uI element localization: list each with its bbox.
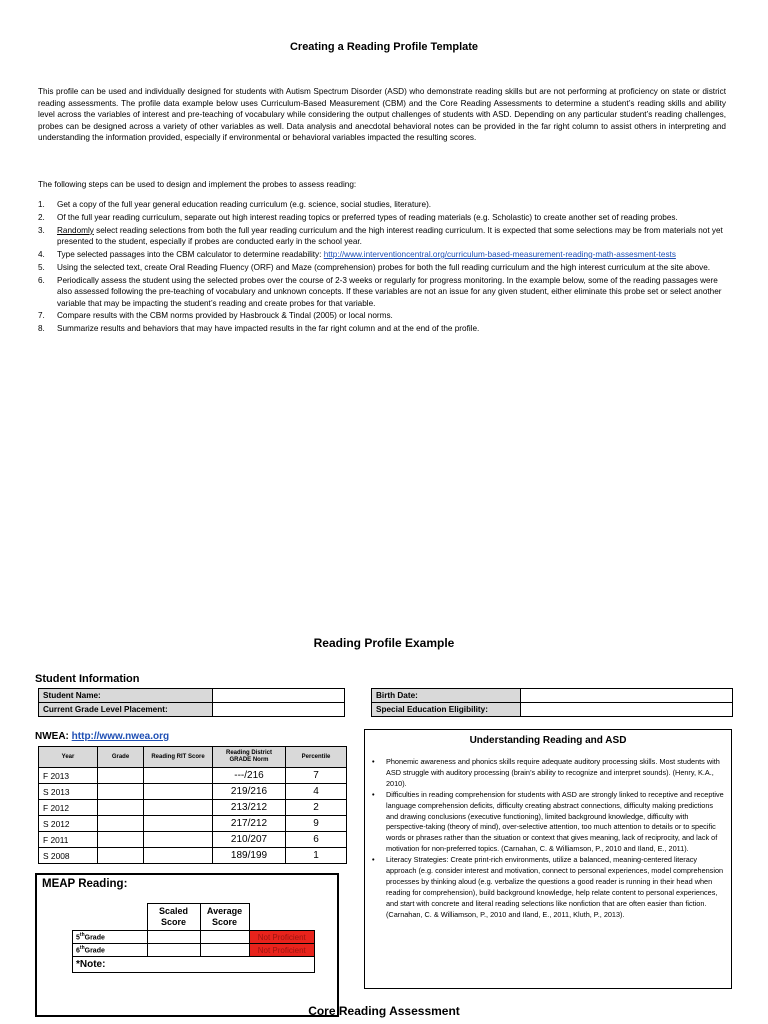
meap-note: *Note: [73, 957, 315, 973]
table-row [73, 931, 315, 944]
steps-lead: The following steps can be used to design and implement the probes to assess reading: [38, 180, 357, 189]
list-item: 7. Compare results with the CBM norms provided by Hasbrouck & Tindal (2005) or local norms. [38, 311, 393, 321]
list-item: 4. Type selected passages into the CBM calculator to determine readability: http://www.interventioncentral.org/curriculum-based-measurement-reading-math-assesment-tests [38, 249, 676, 259]
col-average-score: Average Score [200, 904, 249, 931]
core-heading: Core Reading Assessment [308, 1004, 460, 1018]
list-item: • Literacy Strategies: Create print-rich environments, utilize a balanced, meaning-centered literacy approach (e.g. consider interest and motivation, connect to personal experiences, model comprehension processes by thinking aloud (e.g. verbalize the questions a good reader is running in their head when reading for comprehension), build background knowledge, help relate content to personal experiences, and start with concrete and literal reading selections like nonfiction that are often easier than fiction. (Carnahan, C. & Williamson, P., 2010 and Iland, E., 2011, Kluth, P., 2013). [372, 855, 724, 919]
col-percentile: Percentile [286, 747, 347, 768]
meap-table [72, 903, 315, 973]
list-item: 6. Periodically assess the student using the selected probes over the course of 2-3 weeks or regularly for progress monitoring. In the example below, some of the reading passages were also assessed following the pre-teaching of vocabulary and unknown concepts. If these variables are not an issue for any given student, either eliminate this probe set or select another variable that may be impacting the student’s reading and create probes for that variable. [38, 275, 722, 308]
col-scaled-score: Scaled Score [147, 904, 200, 931]
list-item: 2. Of the full year reading curriculum, separate out high interest reading topics or preferred types of reading materials (e.g. Scholastic) to create another set of reading probes. [38, 212, 678, 222]
grade-6-label: 6thGrade [73, 944, 148, 957]
intro-paragraph: This profile can be used and individually designed for students with Autism Spectrum Disorder (ASD) who demonstrate reading skills but are not performing at proficiency on state or district reading assessments. The profile data example below uses Curriculum-Based Measurement (CBM) and the Core Reading Assessments to determine a student’s reading skills and ability level across the variables of interest and pre-teaching of vocabulary while considering the output challenges of students with ASD. Depending on any particular student’s reading challenges, probes can be designed across a variety of other variables as well. Data analysis and anecdotal behavioral notes can be provided in the far right column to assist others in interpreting and understanding the information provided, especially if environmental or behavioral variables impacted the resulting scores. [38, 87, 726, 143]
table-row: S 2008 189/199 1 [39, 848, 347, 864]
col-rit: Reading RIT Score [144, 747, 213, 768]
birth-date-field[interactable] [521, 689, 733, 703]
table-row: F 2011 210/207 6 [39, 832, 347, 848]
list-item: • Phonemic awareness and phonics skills require adequate auditory processing skills. Most students with ASD struggle with auditory processing (brain’s ability to recognize and interpret sounds). (Henry, K.A., 2010). [372, 757, 720, 788]
nwea-heading: NWEA: http://www.nwea.org [35, 731, 170, 742]
grade-placement-field[interactable] [213, 703, 345, 717]
meap-heading: MEAP Reading: [42, 878, 128, 890]
table-row: S 2013 219/216 4 [39, 784, 347, 800]
table-row: F 2012 213/212 2 [39, 800, 347, 816]
example-heading: Reading Profile Example [313, 636, 455, 650]
sped-eligibility-label: Special Education Eligibility: [372, 703, 521, 717]
student-info-table-right [371, 688, 733, 717]
col-grade: Grade [98, 747, 144, 768]
list-item: 3. Randomly select reading selections from both the full year reading curriculum and the high interest reading curriculum. It is expected that some selections may be from materials not yet presented to the student, especially if probes are conducted early in the school year. [38, 225, 723, 247]
list-item: 1. Get a copy of the full year general education reading curriculum (e.g. science, social studies, literature). [38, 200, 432, 209]
grade-placement-label: Current Grade Level Placement: [39, 703, 213, 717]
nwea-table [38, 746, 347, 864]
understanding-list [372, 757, 724, 921]
grade-5-label: 5thGrade [73, 931, 148, 944]
list-item: • Difficulties in reading comprehension for students with ASD are strongly linked to receptive and receptive language comprehension deficits, difficulty creating abstract connections, difficulty making predictions and drawing conclusions (executive functioning), limited background knowledge, difficulty with perspective-taking (theory of mind), over-selective attention, too much attention to details or to specific words or phrases rather than the situation or context that gives meaning, lack of reciprocity, and lack of motivation for non-preferred topics. (Carnahan, C. & Williamson, P., 2010 and Iland, E., 2011). [372, 789, 724, 854]
table-row [73, 944, 315, 957]
cbm-calculator-link[interactable]: http://www.interventioncentral.org/curriculum-based-measurement-reading-math-assesment-tests [323, 249, 676, 259]
table-row: S 2012 217/212 9 [39, 816, 347, 832]
student-info-table [38, 688, 345, 717]
col-year: Year [39, 747, 98, 768]
page-title: Creating a Reading Profile Template [289, 41, 479, 53]
student-name-field[interactable] [213, 689, 345, 703]
nwea-link[interactable]: http://www.nwea.org [71, 731, 170, 742]
list-item: 5. Using the selected text, create Oral Reading Fluency (ORF) and Maze (comprehension) probes for both the full reading curriculum and the high interest curriculum at the site above. [38, 262, 711, 272]
status-badge: Not Proficient [249, 931, 315, 944]
student-name-label: Student Name: [39, 689, 213, 703]
birth-date-label: Birth Date: [372, 689, 521, 703]
emphasis-randomly: Randomly [57, 225, 94, 235]
sped-eligibility-field[interactable] [521, 703, 733, 717]
student-info-heading: Student Information [35, 673, 140, 685]
steps-list [38, 199, 728, 336]
col-norm: Reading District GRADE Norm [213, 747, 286, 768]
table-row: F 2013 ---/216 7 [39, 768, 347, 784]
status-badge: Not Proficient [249, 944, 315, 957]
bullet-icon: • [372, 757, 375, 766]
bullet-icon: • [372, 789, 375, 799]
understanding-heading: Understanding Reading and ASD [469, 735, 627, 746]
bullet-icon: • [372, 855, 375, 865]
list-item: 8. Summarize results and behaviors that may have impacted results in the far right column and at the end of the profile. [38, 324, 480, 334]
